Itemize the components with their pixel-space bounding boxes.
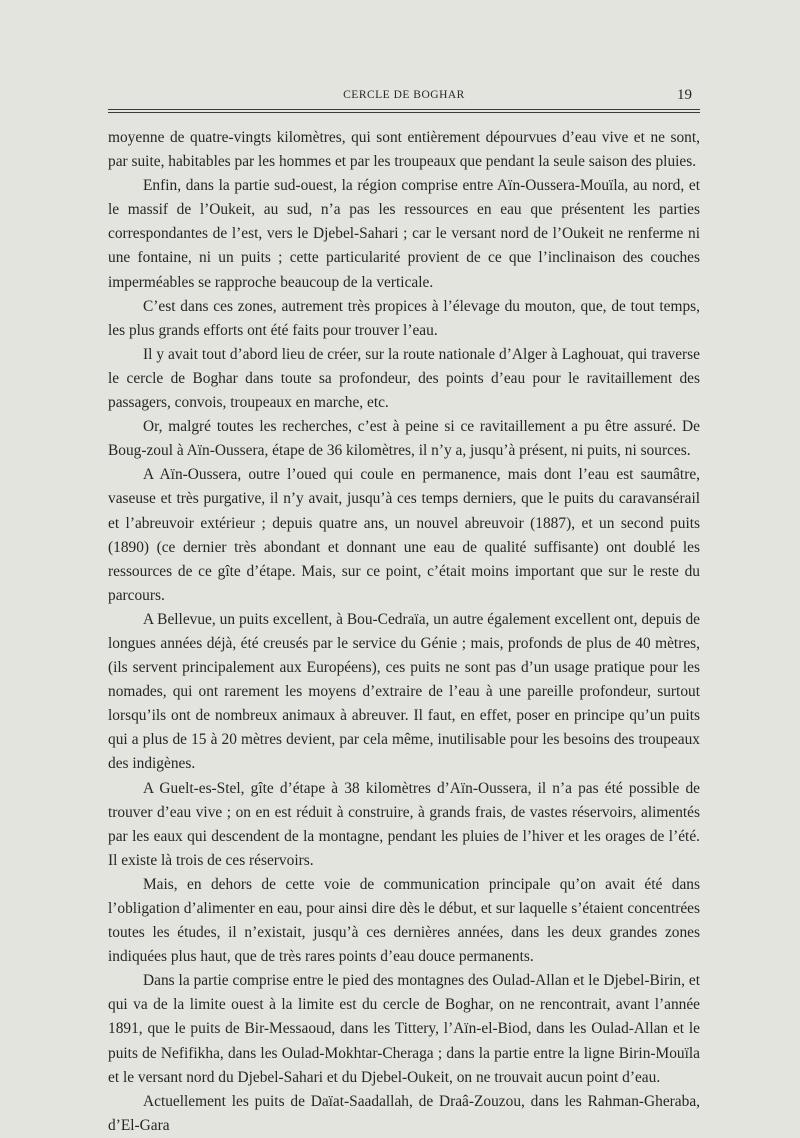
paragraph: A Aïn-Oussera, outre l’oued qui coule en permanence, mais dont l’eau est saumâtre, vaseuse et très purgative, il n’y avait, jusqu’à ces temps derniers, que le puits du caravansérail et l’abreuvoir extérieur ; depuis quatre ans, un nouvel abreuvoir (1887), et un second puits (1890) (ce dernier très abondant et donnant une eau de qualité suffisante) ont doublé les ressources de ce gîte d’étape. Mais, sur ce point, c’était moins important que sur le reste du parcours.: [108, 466, 700, 604]
paragraph: Enfin, dans la partie sud-ouest, la région comprise entre Aïn-Oussera-Mouïla, au nord, et le massif de l’Oukeit, au sud, n’a pas les ressources en eau que présentent les parties correspondantes de l’est, vers le Djebel-Sahari ; car le versant nord de l’Oukeit ne renferme ni une fontaine, ni un puits ; cette particularité provient de ce que l’inclinaison des couches imperméables se rapproche beaucoup de la verticale.: [108, 177, 700, 291]
page-number: 19: [677, 87, 692, 103]
paragraph: A Bellevue, un puits excellent, à Bou-Cedraïa, un autre également excellent ont, depuis de longues années déjà, été creusés par le service du Génie ; mais, profonds de plus de 40 mètres, (ils servent principalement aux Européens), ces puits ne sont pas d’un usage pratique pour les nomades, qui ont rarement les moyens d’extraire de l’eau à une pareille profondeur, surtout lorsqu’ils ont de nombreux animaux à abreuver. Il faut, en effet, poser en principe qu’un puits qui a plus de 15 à 20 mètres devient, par cela même, inutilisable pour les besoins des troupeaux des indigènes.: [108, 610, 700, 773]
running-head: CERCLE DE BOGHAR: [343, 89, 465, 101]
paragraph: moyenne de quatre-vingts kilomètres, qui sont entièrement dépourvues d’eau vive et ne sont, par suite, habitables par les hommes et par les troupeaux que pendant la seule saison des pluies.: [108, 129, 700, 171]
page-header: [108, 87, 700, 109]
paragraph: Mais, en dehors de cette voie de communication principale qu’on avait été dans l’obligation d’alimenter en eau, pour ainsi dire dès le début, et sur laquelle s’étaient concentrées toutes les études, il n’existait, jusqu’à ces dernières années, dans les deux grandes zones indiquées plus haut, que de très rares points d’eau douce permanents.: [108, 875, 700, 966]
body-text: [108, 126, 700, 1138]
paragraph: Il y avait tout d’abord lieu de créer, sur la route nationale d’Alger à Laghouat, qui traverse le cercle de Boghar dans toute sa profondeur, des points d’eau pour le ravitaillement des passagers, convois, troupeaux en marche, etc.: [108, 345, 700, 412]
header-rule: [108, 109, 700, 113]
paragraph: A Guelt-es-Stel, gîte d’étape à 38 kilomètres d’Aïn-Oussera, il n’a pas été possible de trouver d’eau vive ; on en est réduit à construire, à grands frais, de vastes réservoirs, alimentés par les eaux qui descendent de la montagne, pendant les pluies de l’hiver et les orages de l’été. Il existe là trois de ces réservoirs.: [108, 779, 700, 869]
paragraph: Or, malgré toutes les recherches, c’est à peine si ce ravitaillement a pu être assuré. De Boug-zoul à Aïn-Oussera, étape de 36 kilomètres, il n’y a, jusqu’à présent, ni puits, ni sources.: [108, 418, 700, 460]
paragraph: C’est dans ces zones, autrement très propices à l’élevage du mouton, que, de tout temps, les plus grands efforts ont été faits pour trouver l’eau.: [108, 297, 700, 339]
paragraph: Dans la partie comprise entre le pied des montagnes des Oulad-Allan et le Djebel-Birin, et qui va de la limite ouest à la limite est du cercle de Boghar, on ne rencontrait, avant l’année 1891, que le puits de Bir-Messaoud, dans les Tittery, l’Aïn-el-Biod, dans les Oulad-Allan et le puits de Nefifikha, dans les Oulad-Mokhtar-Cheraga ; dans la partie entre la ligne Birin-Mouïla et le versant nord du Djebel-Sahari et du Djebel-Oukeit, on ne trouvait aucun point d’eau.: [108, 972, 700, 1086]
paragraph: Actuellement les puits de Daïat-Saadallah, de Draâ-Zouzou, dans les Rahman-Gheraba, d’El-Gara: [108, 1092, 700, 1134]
